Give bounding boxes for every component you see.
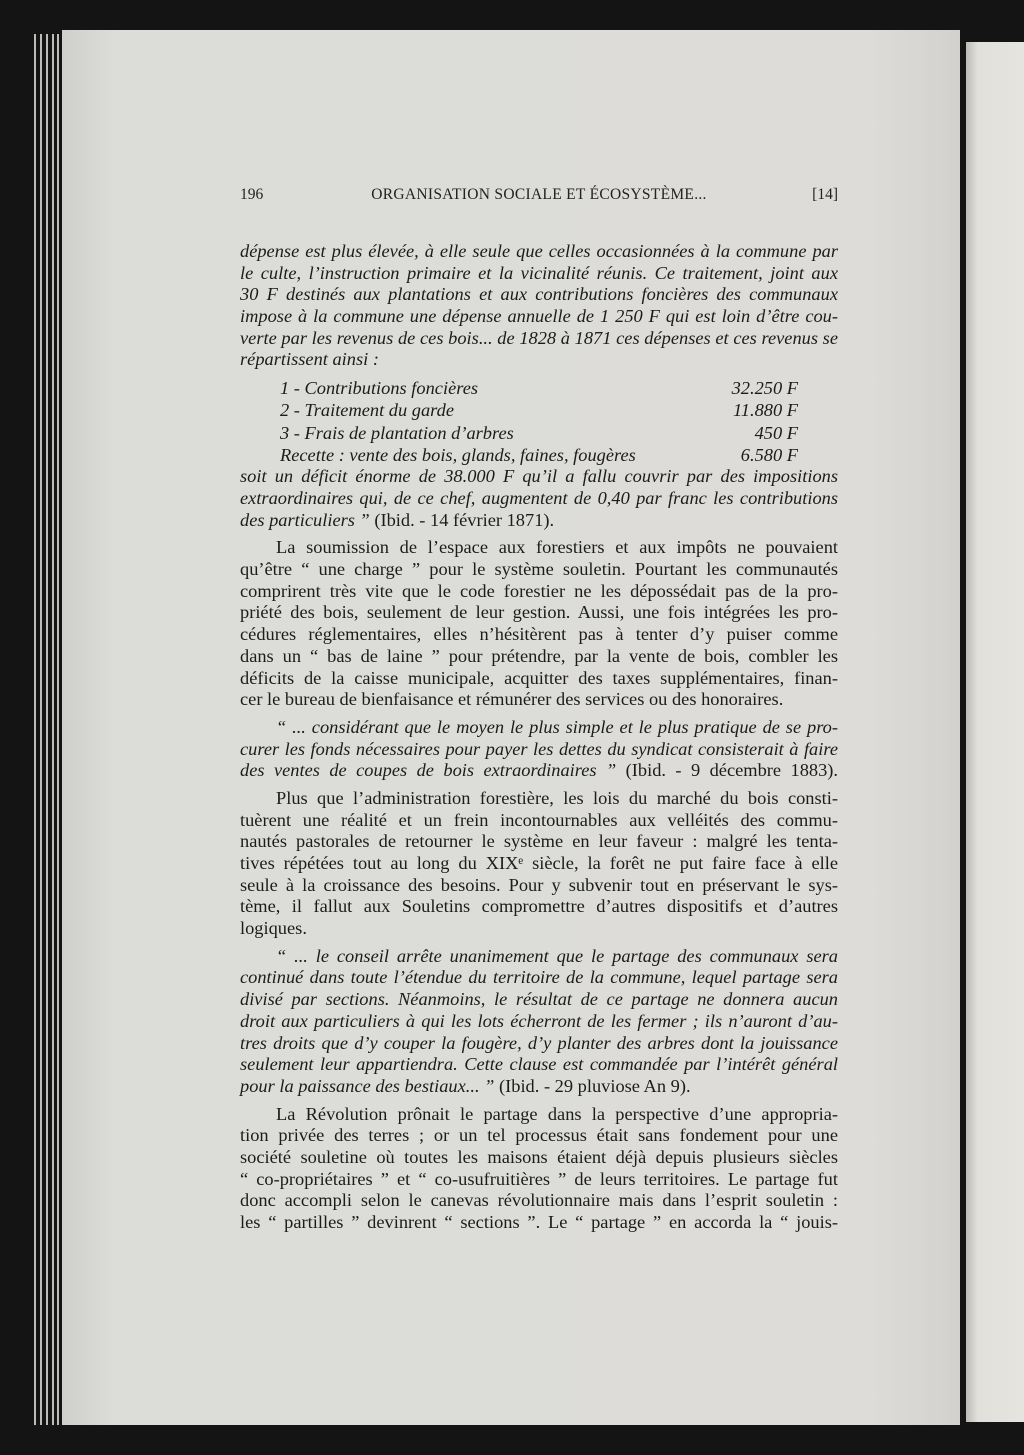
text-line bbox=[240, 689, 838, 711]
page-edge bbox=[46, 34, 48, 1425]
ledger-row bbox=[240, 377, 838, 399]
text-line bbox=[240, 1076, 838, 1098]
text-line bbox=[240, 1054, 838, 1076]
text-line bbox=[240, 1125, 838, 1147]
text-line bbox=[240, 602, 838, 624]
paragraph bbox=[240, 537, 838, 711]
paragraph bbox=[240, 788, 838, 940]
ledger-label: 2 - Traitement du garde bbox=[280, 400, 455, 421]
roman-text: tuèrent une réalité et un frein incontournables aux velléités des commu- bbox=[240, 809, 838, 830]
paragraph bbox=[240, 241, 838, 371]
roman-text: La soumission de l’espace aux forestiers et aux impôts ne pouvaient bbox=[276, 537, 838, 558]
italic-text: des particuliers ” bbox=[240, 509, 375, 530]
text-line bbox=[240, 1033, 838, 1055]
roman-text: tives répétées tout au long du XIXᵉ siècle, la forêt ne put faire face à elle bbox=[240, 853, 838, 873]
italic-text: des ventes de coupes de bois extraordinaires ” bbox=[240, 760, 626, 781]
roman-text: (Ibid. - 9 décembre 1883). bbox=[625, 760, 838, 781]
roman-text: comprirent très vite que le code forestier ne les dépossédait pas de la pro- bbox=[240, 580, 838, 601]
italic-text: verte par les revenus de ces bois... de 1828 à 1871 ces dépenses et ces revenus se bbox=[240, 327, 838, 348]
paragraph bbox=[240, 1104, 838, 1234]
italic-text: curer les fonds nécessaires pour payer les dettes du syndicat consisterait à faire bbox=[240, 738, 838, 759]
ledger-amount: 32.250 F bbox=[731, 378, 798, 399]
italic-text: continué dans toute l’étendue du territoire de la commune, lequel partage sera bbox=[240, 967, 838, 988]
text-line bbox=[240, 831, 838, 853]
text-line bbox=[240, 1212, 838, 1234]
text-line bbox=[240, 918, 838, 940]
text-line bbox=[240, 263, 838, 285]
italic-text: “ ... le conseil arrête unanimement que le partage des communaux sera bbox=[276, 945, 838, 966]
paragraph bbox=[240, 717, 838, 782]
ledger-amount: 6.580 F bbox=[740, 445, 798, 466]
italic-text: tres droits que d’y couper la fougère, d’y planter des arbres dont la jouissance bbox=[240, 1032, 838, 1053]
roman-text: La Révolution prônait le partage dans la perspective d’une appropria- bbox=[276, 1103, 838, 1124]
text-line bbox=[240, 646, 838, 668]
roman-text: tème, il fallut aux Souletins compromettre d’autres dispositifs et d’autres bbox=[240, 896, 838, 917]
text-line bbox=[240, 349, 838, 371]
ledger-label: Recette : vente des bois, glands, faines, fougères bbox=[280, 445, 636, 466]
italic-text: 30 F destinés aux plantations et aux contributions foncières des communaux bbox=[240, 284, 838, 305]
text-line bbox=[240, 1190, 838, 1212]
text-line bbox=[240, 510, 838, 532]
text-line bbox=[240, 760, 838, 782]
italic-text: le culte, l’instruction primaire et la vicinalité réunis. Ce traitement, joint aux bbox=[240, 262, 838, 283]
roman-text: cédures réglementaires, elles n’hésitèrent pas à tenter d’y puiser comme bbox=[240, 624, 838, 645]
ledger-amount: 450 F bbox=[754, 422, 798, 443]
roman-text: nautés pastorales de retourner le système en leur faveur : malgré les tenta- bbox=[240, 831, 838, 852]
text-line bbox=[240, 624, 838, 646]
roman-text: Plus que l’administration forestière, les lois du marché du bois consti- bbox=[276, 787, 838, 808]
text-line bbox=[240, 1104, 838, 1126]
text-line bbox=[240, 306, 838, 328]
text-line bbox=[240, 328, 838, 350]
section-number: [14] bbox=[812, 186, 838, 203]
text-line bbox=[240, 739, 838, 761]
text-line bbox=[240, 537, 838, 559]
italic-text: répartissent ainsi : bbox=[240, 349, 379, 370]
italic-text: divisé par sections. Néanmoins, le résultat de ce partage ne donnera aucun bbox=[240, 989, 838, 1010]
roman-text: cer le bureau de bienfaisance et rémunérer des services ou des honoraires. bbox=[240, 689, 784, 710]
roman-text: (Ibid. - 29 pluviose An 9). bbox=[499, 1075, 691, 1096]
ledger-label: 3 - Frais de plantation d’arbres bbox=[280, 422, 514, 443]
italic-text: seulement leur appartiendra. Cette clause est commandée par l’intérêt général bbox=[240, 1054, 838, 1075]
page-edge bbox=[57, 34, 59, 1425]
italic-text: impose à la commune une dépense annuelle de 1 250 F qui est loin d’être cou- bbox=[240, 306, 838, 327]
page-edge bbox=[40, 34, 42, 1425]
text-line bbox=[240, 717, 838, 739]
page-edge bbox=[52, 34, 54, 1425]
ledger-label: 1 - Contributions foncières bbox=[280, 378, 479, 399]
roman-text: qu’être “ une charge ” pour le système souletin. Pourtant les communautés bbox=[240, 559, 838, 580]
text-line bbox=[240, 581, 838, 603]
text-line bbox=[240, 967, 838, 989]
text-line bbox=[240, 989, 838, 1011]
text-line bbox=[240, 668, 838, 690]
text-line bbox=[240, 875, 838, 897]
roman-text: les “ partilles ” devinrent “ sections ”. Le “ partage ” en accorda la “ jouis- bbox=[240, 1212, 838, 1232]
roman-text: donc accompli selon le canevas révolutionnaire mais dans l’esprit souletin : bbox=[240, 1190, 838, 1211]
body-text bbox=[240, 241, 838, 1240]
text-line bbox=[240, 559, 838, 581]
text-line bbox=[240, 946, 838, 968]
roman-text: priété des bois, seulement de leur gestion. Aussi, une fois intégrées les pro- bbox=[240, 602, 838, 623]
italic-text: droit aux particuliers à qui les lots écherront de les fermer ; ils n’auront d’au- bbox=[240, 1010, 838, 1031]
text-line bbox=[240, 284, 838, 306]
next-page-edge bbox=[966, 42, 1024, 1422]
text-line bbox=[240, 788, 838, 810]
roman-text: société souletine où toutes les maisons étaient déjà depuis plusieurs siècles bbox=[240, 1146, 838, 1167]
italic-text: “ ... considérant que le moyen le plus simple et le plus pratique de se pro- bbox=[276, 716, 838, 737]
roman-text: logiques. bbox=[240, 918, 307, 939]
ledger-row bbox=[240, 444, 838, 466]
text-line bbox=[240, 1147, 838, 1169]
text-line bbox=[240, 1169, 838, 1191]
roman-text: déficits de la caisse municipale, acquitter des taxes supplémentaires, finan- bbox=[240, 667, 838, 688]
text-line bbox=[240, 810, 838, 832]
page-number: 196 bbox=[240, 186, 264, 203]
text-line bbox=[240, 896, 838, 918]
ledger-row bbox=[240, 422, 838, 444]
text-line bbox=[240, 1011, 838, 1033]
ledger-amount: 11.880 F bbox=[732, 400, 798, 421]
text-line bbox=[240, 241, 838, 263]
ledger-row bbox=[240, 399, 838, 421]
expense-ledger bbox=[240, 377, 838, 466]
text-line bbox=[240, 488, 838, 510]
running-title: ORGANISATION SOCIALE ET ÉCOSYSTÈME... bbox=[371, 186, 707, 203]
page-edge bbox=[34, 34, 36, 1425]
paragraph bbox=[240, 466, 838, 531]
roman-text: dans un “ bas de laine ” pour prétendre, par la vente de bois, combler les bbox=[240, 645, 838, 666]
text-line bbox=[240, 466, 838, 488]
italic-text: soit un déficit énorme de 38.000 F qu’il a fallu couvrir par des impositions bbox=[240, 466, 838, 487]
running-header bbox=[240, 186, 838, 208]
italic-text: dépense est plus élevée, à elle seule que celles occasionnées à la commune par bbox=[240, 241, 838, 261]
text-line bbox=[240, 853, 838, 875]
roman-text: seule à la croissance des besoins. Pour y subvenir tout en préservant le sys- bbox=[240, 874, 838, 895]
italic-text: extraordinaires qui, de ce chef, augmentent de 0,40 par franc les contributions bbox=[240, 488, 838, 508]
roman-text: tion privée des terres ; or un tel processus était sans fondement pour une bbox=[240, 1125, 838, 1146]
roman-text: (Ibid. - 14 février 1871). bbox=[374, 509, 555, 530]
paragraph bbox=[240, 946, 838, 1098]
italic-text: pour la paissance des bestiaux... ” bbox=[240, 1075, 499, 1096]
roman-text: “ co-propriétaires ” et “ co-usufruitières ” de leurs territoires. Le partage fut bbox=[240, 1168, 838, 1189]
